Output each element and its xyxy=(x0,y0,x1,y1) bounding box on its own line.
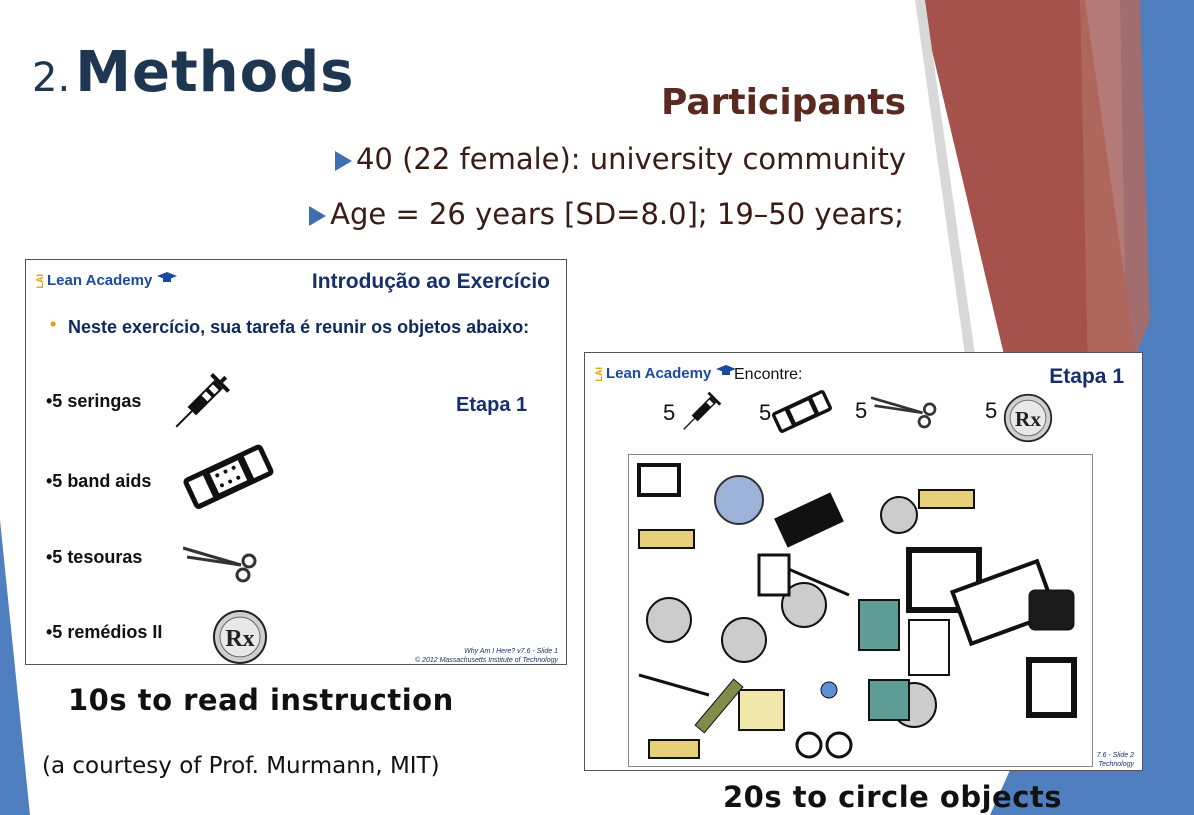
syringe-icon xyxy=(680,387,722,437)
logo-prefix: LAI xyxy=(35,273,45,289)
section-number: 2. xyxy=(32,55,71,101)
panel-footer xyxy=(1097,751,1134,769)
logo-prefix: LAI xyxy=(594,366,604,382)
bullet-dot-icon: • xyxy=(50,314,57,334)
rx-icon xyxy=(212,609,268,665)
count-bandaids: 5 xyxy=(759,400,772,425)
step-label: Etapa 1 xyxy=(456,394,528,416)
item-seringas: •5 seringas xyxy=(46,391,142,411)
bandaid-icon xyxy=(769,387,835,437)
panel-title: Introdução ao Exercício xyxy=(311,270,550,293)
footer-line: Why Am I Here? v7.6 - Slide 1 xyxy=(464,648,558,655)
scissors-icon xyxy=(871,393,951,429)
footer-line: 7.6 - Slide 2 xyxy=(1096,752,1134,759)
item-band-aids: •5 band aids xyxy=(46,471,152,491)
bandaid-icon xyxy=(181,440,276,515)
cluttered-object-scene[interactable] xyxy=(628,454,1093,767)
bullet-arrow-icon xyxy=(309,206,326,226)
scissors-icon xyxy=(183,543,273,583)
title-text: Methods xyxy=(75,40,355,105)
svg-text:Rx: Rx xyxy=(1014,407,1042,432)
bullet-participants-age xyxy=(309,197,904,231)
item-tesouras: •5 tesouras xyxy=(46,547,143,567)
instruction-panel xyxy=(25,259,567,665)
footer-line: Technology xyxy=(1098,761,1134,768)
intro-text: Neste exercício, sua tarefa é reunir os objetos abaixo: xyxy=(68,317,530,337)
bullet-participants-count xyxy=(335,142,906,176)
logo-text: Lean Academy xyxy=(606,365,712,382)
count-scissors: 5 xyxy=(855,398,868,423)
step-label: Etapa 1 xyxy=(1049,365,1124,388)
lean-academy-logo xyxy=(35,272,177,289)
item-remedios: •5 remédios II xyxy=(46,622,163,642)
find-label: Encontre: xyxy=(734,366,803,383)
slide-title xyxy=(32,40,355,105)
mortarboard-icon xyxy=(157,272,177,284)
bullet-text: 40 (22 female): university community xyxy=(355,142,906,176)
intro-paragraph xyxy=(50,316,530,339)
logo-text: Lean Academy xyxy=(47,272,153,289)
task-panel xyxy=(584,352,1143,771)
bullet-arrow-icon xyxy=(335,151,352,171)
syringe-icon xyxy=(171,367,231,437)
caption-read-time: 10s to read instruction xyxy=(68,683,454,717)
footer-line: © 2012 Massachusetts Institute of Technology xyxy=(414,657,558,664)
lean-academy-logo xyxy=(594,365,736,382)
rx-icon xyxy=(1003,393,1053,443)
count-syringes: 5 xyxy=(663,400,676,425)
panel-footer xyxy=(415,647,558,665)
caption-circle-time: 20s to circle objects xyxy=(723,780,1063,814)
object-clutter-illustration xyxy=(629,455,1093,767)
svg-text:Rx: Rx xyxy=(225,626,255,652)
caption-courtesy: (a courtesy of Prof. Murmann, MIT) xyxy=(42,753,440,779)
bullet-text: Age = 26 years [SD=8.0]; 19–50 years; xyxy=(330,197,904,231)
count-rx: 5 xyxy=(985,398,998,423)
mortarboard-icon xyxy=(716,365,736,377)
participants-heading: Participants xyxy=(660,82,906,123)
